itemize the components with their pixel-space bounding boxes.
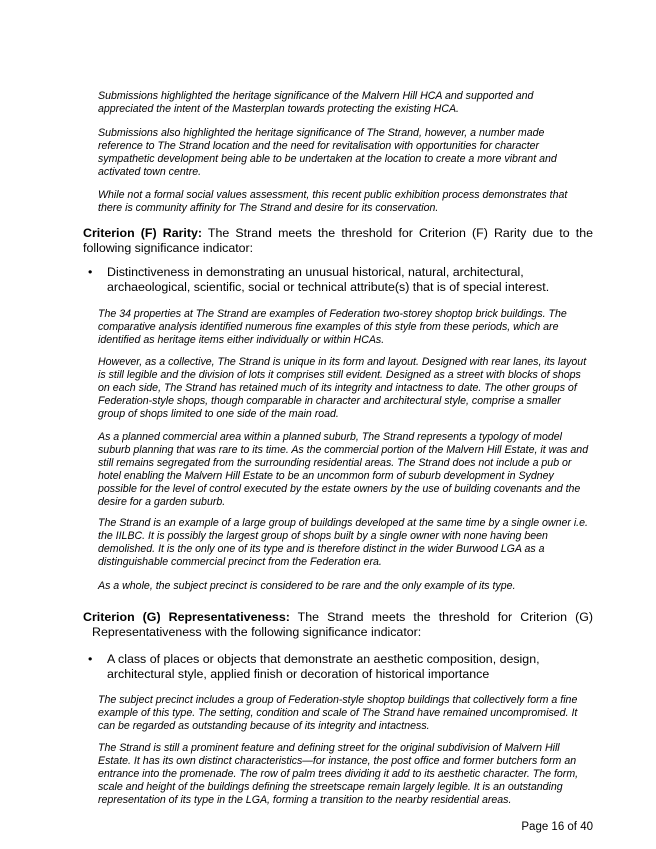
submissions-paragraph-1: Submissions highlighted the heritage significance of the Malvern Hill HCA and supported and appreciated the intent of the Masterplan towards protecting the existing HCA. — [98, 90, 534, 115]
criterion-f-paragraph-2: However, as a collective, The Strand is unique in its form and layout. Designed with rear lanes, its layout is still legible and the division of lots it comprises still evident. Designed as a street with blocks of shops on each side, The Strand has retained much of its integrity and intactness to date. The other groups of Federation-style shops, though comparable in character and architectural style, comprise a smaller group of shops limited to one side of the main road. — [98, 356, 587, 420]
criterion-f-intro — [83, 226, 593, 256]
submissions-paragraph-2: Submissions also highlighted the heritage significance of The Strand, however, a number made reference to The Strand location and the need for revitalisation with opportunities for character sympathetic development being able to be undertaken at the location to create a more vibrant and activated town centre. — [98, 127, 557, 178]
criterion-g-paragraph-2: The Strand is still a prominent feature and defining street for the original subdivision of Malvern Hill Estate. It has its own distinct characteristics—for instance, the post office and former butchers form an entrance into the promenade. The row of palm trees dividing it add to its aesthetic character. The form, scale and height of the buildings defining the streetscape remain largely legible. It is an outstanding representation of its type in the LGA, forming a transition to the nearby residential areas. — [98, 742, 579, 806]
bullet-icon: • — [88, 652, 93, 666]
bullet-icon: • — [88, 265, 93, 279]
criterion-f-paragraph-5: As a whole, the subject precinct is considered to be rare and the only example of its type. — [98, 580, 516, 592]
criterion-g-intro-text-2: Representativeness with the following significance indicator: — [92, 625, 422, 639]
criterion-f-heading: Criterion (F) Rarity: — [83, 226, 202, 240]
criterion-g-heading: Criterion (G) Representativeness: — [83, 610, 290, 624]
criterion-g-intro-text-1: The Strand meets the threshold for Criterion (G) — [289, 610, 593, 624]
criterion-f-bullet-text: Distinctiveness in demonstrating an unusual historical, natural, architectural, archaeological, scientific, social or technical attribute(s) that is of special interest. — [107, 265, 550, 294]
submissions-paragraph-3: While not a formal social values assessment, this recent public exhibition process demonstrates that there is community affinity for The Strand and desire for its conservation. — [98, 189, 568, 214]
criterion-g-intro-line-2 — [83, 625, 593, 640]
criterion-f-paragraph-1: The 34 properties at The Strand are examples of Federation two-storey shoptop brick buildings. The comparative analysis identified numerous fine examples of this style from these periods, which are identified as heritage items either individually or within HCAs. — [98, 308, 567, 346]
criterion-f-paragraph-4: The Strand is an example of a large group of buildings developed at the same time by a single owner i.e. the IILBC. It is possibly the largest group of shops built by a single owner with none having been demolished. It is the only one of its type and is therefore distinct in the wider Burwood LGA as a distinguishable commercial precinct from the Federation era. — [98, 517, 588, 568]
criterion-g-intro-line-1 — [83, 610, 593, 625]
criterion-g-paragraph-1: The subject precinct includes a group of Federation-style shoptop buildings that collectively form a fine example of this type. The setting, condition and scale of The Strand have remained uncompromised. It can be regarded as outstanding because of its integrity and intactness. — [98, 694, 578, 732]
criterion-f-paragraph-3: As a planned commercial area within a planned suburb, The Strand represents a typology of model suburb planning that was rare to its time. As the commercial portion of the Malvern Hill Estate, it was and still remains segregated from the surrounding residential areas. The Strand does not include a pub or hotel enabling the Malvern Hill Estate to be an uncommon form of suburb development in Sydney possible for the level of control executed by the estate owners by the use of building covenants and the desire for a garden suburb. — [98, 431, 589, 508]
criterion-g-bullet-text: A class of places or objects that demonstrate an aesthetic composition, design, architectural style, applied finish or decoration of historical importance — [107, 652, 540, 681]
criterion-f-intro-text: The Strand meets the threshold for Criterion (F) Rarity due to the following significance indicator: — [83, 226, 593, 255]
page-number: Page 16 of 40 — [521, 821, 593, 833]
